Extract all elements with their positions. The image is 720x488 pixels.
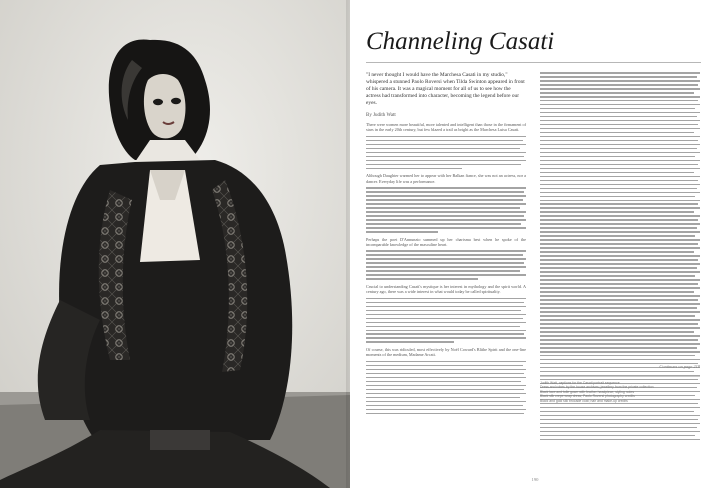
caption-line: Black silk crepe wrap dress; Paolo Roversi photography credits <box>540 394 635 399</box>
text-column-left <box>366 72 526 414</box>
caption-line: Black and gold silk brocade coat; hair and make-up credits <box>540 398 628 403</box>
body-paragraph: Crucial to understanding Casati's mystique is her interest in mythology and the spirit world. A century ago, there was a wide interest in what would today be called spirituality. <box>366 283 526 295</box>
intro-paragraph: "I never thought I would have the Marchesa Casati in my studio," whispered a stunned Paolo Roversi when Tilda Swinton appeared in front of his camera. It was a magical moment for all of us to see how the actress had transformed into character, becoming the legend before our eyes. <box>366 72 525 106</box>
caption-line: Judith Watt, captions for the Casati portrait sequence <box>540 381 620 385</box>
portrait-photo <box>0 0 350 488</box>
caption-line: Dress and robes by the house archives; jewellery from the private collection <box>540 385 654 390</box>
captions-rule <box>540 376 700 377</box>
byline: By Judith Watt <box>366 113 396 118</box>
page-number: 190 <box>531 477 539 482</box>
photo-captions <box>540 381 700 403</box>
caption-line: Black lace and tulle gown with feather headpiece; styling notes <box>540 389 635 394</box>
body-text-block <box>366 187 526 232</box>
body-text-block <box>366 298 526 343</box>
body-paragraph: There were women more beautiful, more talented and intelligent than those in the firmament of stars in the early 20th century, but few blazed a trail as bright as the Marchesa Luisa Casati. <box>366 122 526 133</box>
right-page <box>350 0 720 488</box>
body-paragraph: Although Daughter warmed her to appear with her Balkan fiance, she was not an actress, nor a dancer. Everyday life was a performance. <box>366 173 526 184</box>
continued-note: Continues on page 218 <box>659 364 700 369</box>
title-rule <box>366 62 701 63</box>
body-paragraph: Of course, this was ridiculed, most effectively by Noël Coward's Blithe Spirit and the one-line moments of the medium, Madame Arcati. <box>366 347 526 358</box>
article-title: Channeling Casati <box>366 28 555 55</box>
body-text-block <box>366 136 526 169</box>
body-text-block <box>366 361 526 414</box>
body-text-block <box>366 250 526 279</box>
body-paragraph: Perhaps the poet D'Annunzio summed up her charisma best when he spoke of the incomparable knowledge of the masculine heart. <box>366 236 526 247</box>
left-page <box>0 0 350 488</box>
